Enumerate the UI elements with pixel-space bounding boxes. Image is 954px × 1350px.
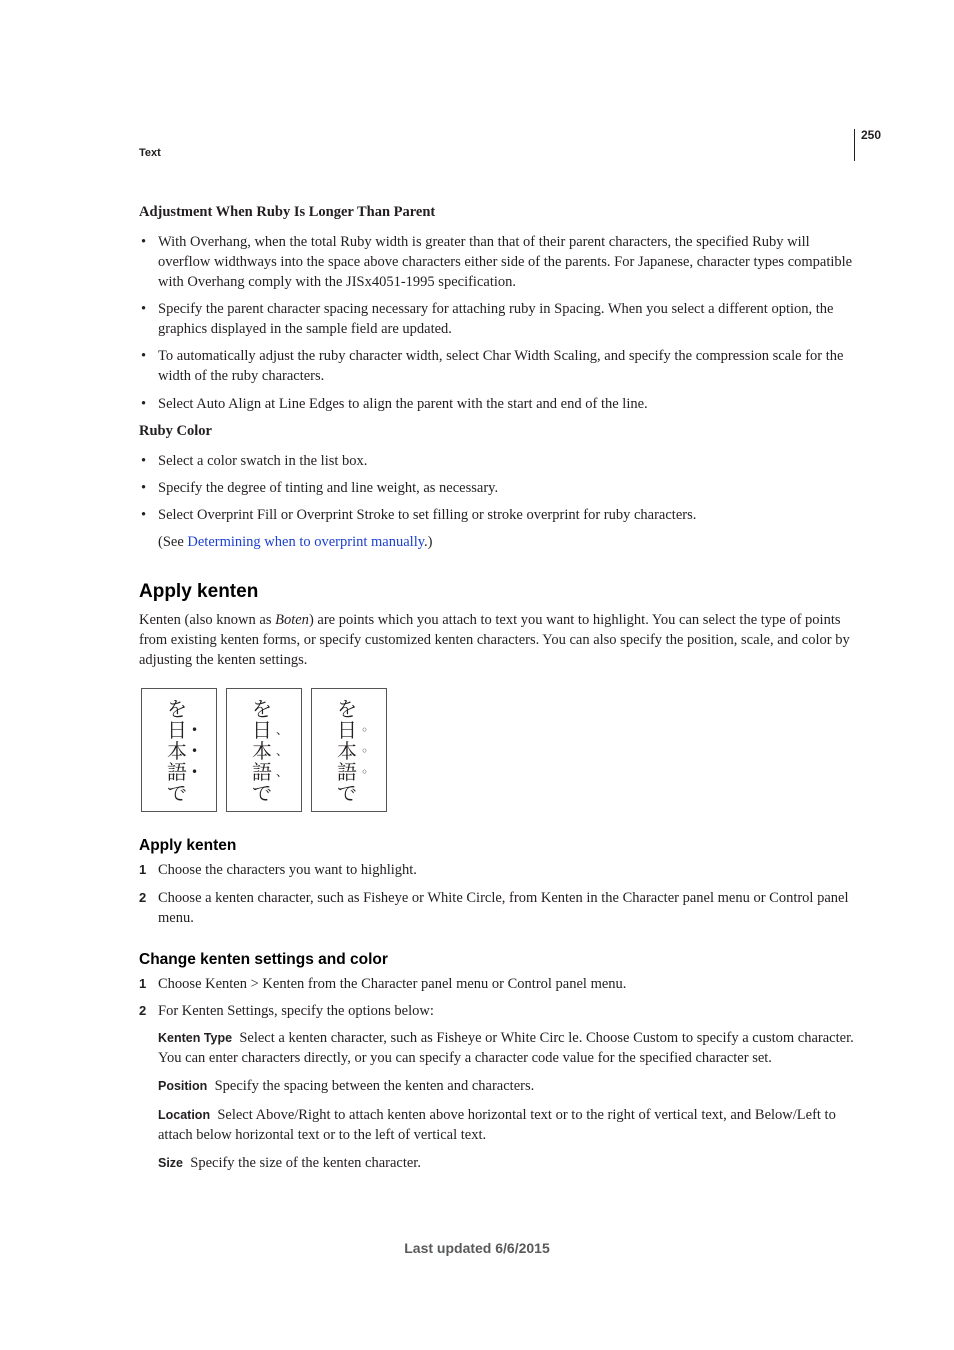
kenten-character: を	[337, 697, 357, 721]
ruby-longer-bullet-1: With Overhang, when the total Ruby width is greater than that of their parent characters, the specified Ruby will overflow widthways into the space above characters either side of the parents. For Japanese, character types compatible with Overhang comply with the JISx4051-1995 specification.	[158, 234, 853, 290]
ruby-color-bullet-3: Select Overprint Fill or Overprint Stroke to set filling or stroke overprint for ruby characters.	[158, 507, 697, 523]
kenten-mark: •	[191, 765, 199, 779]
ruby-color-bullet-1: Select a color swatch in the list box.	[158, 453, 368, 469]
apply-step-1: Choose the characters you want to highlight.	[158, 862, 417, 878]
overprint-link[interactable]: Determining when to overprint manually	[187, 534, 425, 550]
intro-part-1: Kenten (also known as	[139, 612, 276, 628]
change-step-1: Choose Kenten > Kenten from the Character panel menu or Control panel menu.	[158, 976, 627, 992]
option-position	[158, 1076, 858, 1096]
kenten-mark: •	[191, 723, 199, 737]
apply-step-2: Choose a kenten character, such as Fisheye or White Circle, from Kenten in the Character panel menu or Control panel menu.	[158, 890, 849, 926]
apply-kenten-intro	[139, 610, 853, 670]
kenten-character: 本	[337, 739, 357, 763]
page-number: 250	[861, 128, 882, 142]
step-number: 1	[139, 976, 147, 991]
kenten-vertical-text	[336, 697, 369, 805]
kenten-character: 本	[252, 739, 272, 763]
option-location	[158, 1105, 858, 1145]
kenten-sample-box	[226, 688, 302, 812]
ruby-color-bullet-2: Specify the degree of tinting and line weight, as necessary.	[158, 480, 499, 496]
bullet-dot: •	[141, 480, 147, 496]
running-head: Text	[139, 147, 161, 159]
change-step-2: For Kenten Settings, specify the options below:	[158, 1003, 434, 1019]
kenten-character: 語	[337, 760, 357, 784]
intro-part-2: ) are points which you attach to text you want to highlight. You can select the type of points from existing kenten forms, or specify customized kenten characters. You can also specify the position, scale, and color by adjusting the kenten settings.	[139, 612, 850, 668]
kenten-character: 本	[167, 739, 187, 763]
header-rule	[854, 129, 855, 161]
ruby-longer-title: Adjustment When Ruby Is Longer Than Parent	[139, 204, 436, 220]
intro-italic: Boten	[275, 612, 309, 628]
kenten-sample-box	[311, 688, 387, 812]
see-reference	[158, 532, 433, 552]
option-text: Select Above/Right to attach kenten above horizontal text or to the right of vertical text, and Below/Left to attach below horizontal text or to the left of vertical text.	[158, 1107, 836, 1143]
option-term: Size	[158, 1156, 184, 1170]
bullet-dot: •	[141, 234, 147, 250]
option-term: Kenten Type	[158, 1031, 233, 1045]
kenten-vertical-text	[251, 697, 289, 805]
kenten-character: 日	[167, 718, 187, 742]
ruby-longer-bullet-4: Select Auto Align at Line Edges to align the parent with the start and end of the line.	[158, 396, 648, 412]
see-suffix: .)	[424, 534, 433, 550]
see-prefix: (See	[158, 534, 188, 550]
kenten-mark: ◦	[361, 723, 369, 737]
ruby-color-title: Ruby Color	[139, 423, 212, 439]
change-kenten-heading: Change kenten settings and color	[139, 951, 388, 968]
option-text: Select a kenten character, such as Fisheye or White Circ le. Choose Custom to specify a custom character. You can enter characters directly, or you can specify a character code value for the specified character set.	[158, 1030, 854, 1066]
kenten-character: 日	[337, 718, 357, 742]
apply-kenten-subheading: Apply kenten	[139, 837, 237, 854]
ruby-longer-bullet-3: To automatically adjust the ruby character width, select Char Width Scaling, and specify the compression scale for the width of the ruby characters.	[158, 348, 844, 384]
footer-last-updated: Last updated 6/6/2015	[404, 1240, 550, 1256]
apply-kenten-heading: Apply kenten	[139, 581, 259, 602]
step-number: 1	[139, 862, 147, 877]
step-number: 2	[139, 1003, 147, 1018]
kenten-sample-box	[141, 688, 217, 812]
option-kenten-type	[158, 1028, 858, 1068]
kenten-character: を	[252, 697, 272, 721]
kenten-character: 日	[252, 718, 272, 742]
kenten-character: 語	[252, 760, 272, 784]
bullet-dot: •	[141, 301, 147, 317]
bullet-dot: •	[141, 507, 147, 523]
kenten-mark: ◦	[361, 765, 369, 779]
option-term: Position	[158, 1079, 208, 1093]
bullet-dot: •	[141, 348, 147, 364]
kenten-mark: 、	[276, 765, 289, 779]
bullet-dot: •	[141, 396, 147, 412]
option-text: Specify the spacing between the kenten and characters.	[214, 1078, 535, 1094]
kenten-mark: ◦	[361, 744, 369, 758]
kenten-character: で	[252, 781, 272, 805]
kenten-character: で	[337, 781, 357, 805]
ruby-longer-bullet-2: Specify the parent character spacing necessary for attaching ruby in Spacing. When you select a different option, the graphics displayed in the sample field are updated.	[158, 301, 834, 337]
kenten-mark: 、	[276, 744, 289, 758]
kenten-mark: •	[191, 744, 199, 758]
kenten-mark: 、	[276, 723, 289, 737]
kenten-character: を	[167, 697, 187, 721]
bullet-dot: •	[141, 453, 147, 469]
option-text: Specify the size of the kenten character.	[190, 1155, 421, 1171]
kenten-character: 語	[167, 760, 187, 784]
option-term: Location	[158, 1108, 211, 1122]
step-number: 2	[139, 890, 147, 905]
option-size	[158, 1153, 858, 1173]
kenten-character: で	[167, 781, 187, 805]
kenten-vertical-text	[166, 697, 199, 805]
